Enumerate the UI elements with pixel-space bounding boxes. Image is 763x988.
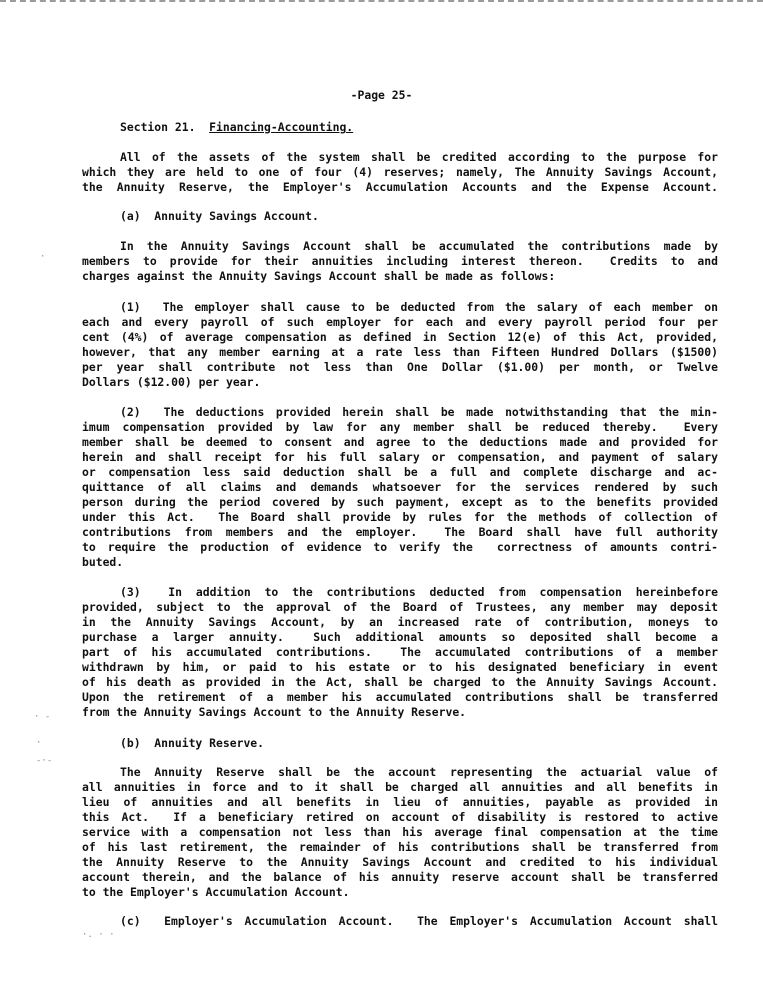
paragraph-line: or compensation less said deduction shall be a full and complete discharge and ac- [82, 465, 718, 479]
paragraph-line: buted. [82, 555, 124, 569]
paragraph-line: from the Annuity Savings Account to the Annuity Reserve. [82, 705, 467, 719]
paragraph-line: withdrawn by him, or paid to his estate or to his designated beneficiary in event [82, 660, 718, 674]
subsection-heading-c: (c) Employer's Accumulation Account. The Employer's Accumulation Account shall [120, 914, 718, 928]
paragraph-line: charges against the Annuity Savings Account shall be made as follows: [82, 269, 556, 283]
paragraph-line: however, that any member earning at a rate less than Fifteen Hundred Dollars ($1500) [82, 345, 718, 359]
paragraph-line: provided, subject to the approval of the Board of Trustees, any member may deposit [82, 600, 718, 614]
paragraph-line: the Annuity Reserve to the Annuity Savings Account and credited to his individual [82, 855, 718, 869]
paragraph-line: per year shall contribute not less than One Dollar ($1.00) per month, or Twelve [82, 360, 718, 374]
paragraph-line: (3) In addition to the contributions deducted from compensation hereinbefore [120, 585, 718, 599]
paragraph-line: All of the assets of the system shall be credited according to the purpose for [120, 150, 718, 164]
paragraph-line: Upon the retirement of a member his accumulated contributions shall be transferred [82, 690, 718, 704]
paragraph-line: lieu of annuities and all benefits in lieu of annuities, payable as provided in [82, 795, 718, 809]
paragraph-line: this Act. If a beneficiary retired on account of disability is restored to active [82, 810, 718, 824]
paragraph-line: under this Act. The Board shall provide by rules for the methods of collection of [82, 510, 718, 524]
paragraph-line: Dollars ($12.00) per year. [82, 375, 261, 389]
paragraph-line: to the Employer's Accumulation Account. [82, 885, 350, 899]
scan-speck: · [36, 738, 42, 748]
paragraph-line: herein and shall receipt for his full salary or compensation, and payment of salary [82, 450, 718, 464]
scan-speck: · [40, 252, 46, 262]
paragraph-line: of his death as provided in the Act, shall be charged to the Annuity Savings Account. [82, 675, 718, 689]
paragraph-line: service with a compensation not less than his average final compensation at the time [82, 825, 718, 839]
section-title: Financing-Accounting. [209, 120, 354, 134]
paragraph-line: The Annuity Reserve shall be the account representing the actuarial value of [120, 765, 718, 779]
paragraph-line: the Annuity Reserve, the Employer's Accumulation Accounts and the Expense Account. [82, 180, 718, 194]
page-number: -Page 25- [350, 88, 413, 102]
paragraph-line: each and every payroll of such employer for each and every payroll period four per [82, 315, 718, 329]
paragraph-line: purchase a larger annuity. Such additional amounts so deposited shall become a [82, 630, 718, 644]
paragraph-line: quittance of all claims and demands whatsoever for the services rendered by such [82, 480, 718, 494]
scan-speck: · - [34, 712, 51, 722]
paragraph-line: of his last retirement, the remainder of his contributions shall be transferred from [82, 840, 718, 854]
paragraph-line: (2) The deductions provided herein shall be made notwithstanding that the min- [120, 405, 718, 419]
subsection-heading-a: (a) Annuity Savings Account. [120, 209, 319, 223]
paragraph-line: to require the production of evidence to verify the correctness of amounts contri- [82, 540, 718, 554]
paragraph-line: in the Annuity Savings Account, by an increased rate of contribution, moneys to [82, 615, 718, 629]
section-heading [120, 120, 718, 135]
scan-speck: -·- [36, 756, 53, 766]
paragraph-line: members to provide for their annuities including interest thereon. Credits to and [82, 254, 718, 268]
paragraph-line: imum compensation provided by law for any member shall be reduced thereby. Every [82, 420, 718, 434]
paragraph-line: part of his accumulated contributions. The accumulated contributions of a member [82, 645, 718, 659]
paragraph-line: In the Annuity Savings Account shall be accumulated the contributions made by [120, 239, 718, 253]
paragraph-line: all annuities in force and to it shall be charged all annuities and all benefits in [82, 780, 718, 794]
paragraph-line: account therein, and the balance of his annuity reserve account shall be transferred [82, 870, 718, 884]
paragraph-line: member shall be deemed to consent and agree to the deductions made and provided for [82, 435, 718, 449]
paragraph-line: contributions from members and the employer. The Board shall have full authority [82, 525, 718, 539]
paragraph-line: cent (4%) of average compensation as defined in Section 12(e) of this Act, provided, [82, 330, 718, 344]
paragraph-line: (1) The employer shall cause to be deducted from the salary of each member on [120, 300, 718, 314]
paragraph-line: person during the period covered by such payment, except as to the benefits provided [82, 495, 718, 509]
paragraph-line: which they are held to one of four (4) reserves; namely, The Annuity Savings Account, [82, 165, 718, 179]
section-label: Section 21. [120, 120, 196, 134]
scan-speck: ·. · · [82, 930, 115, 940]
subsection-heading-b: (b) Annuity Reserve. [120, 736, 265, 750]
